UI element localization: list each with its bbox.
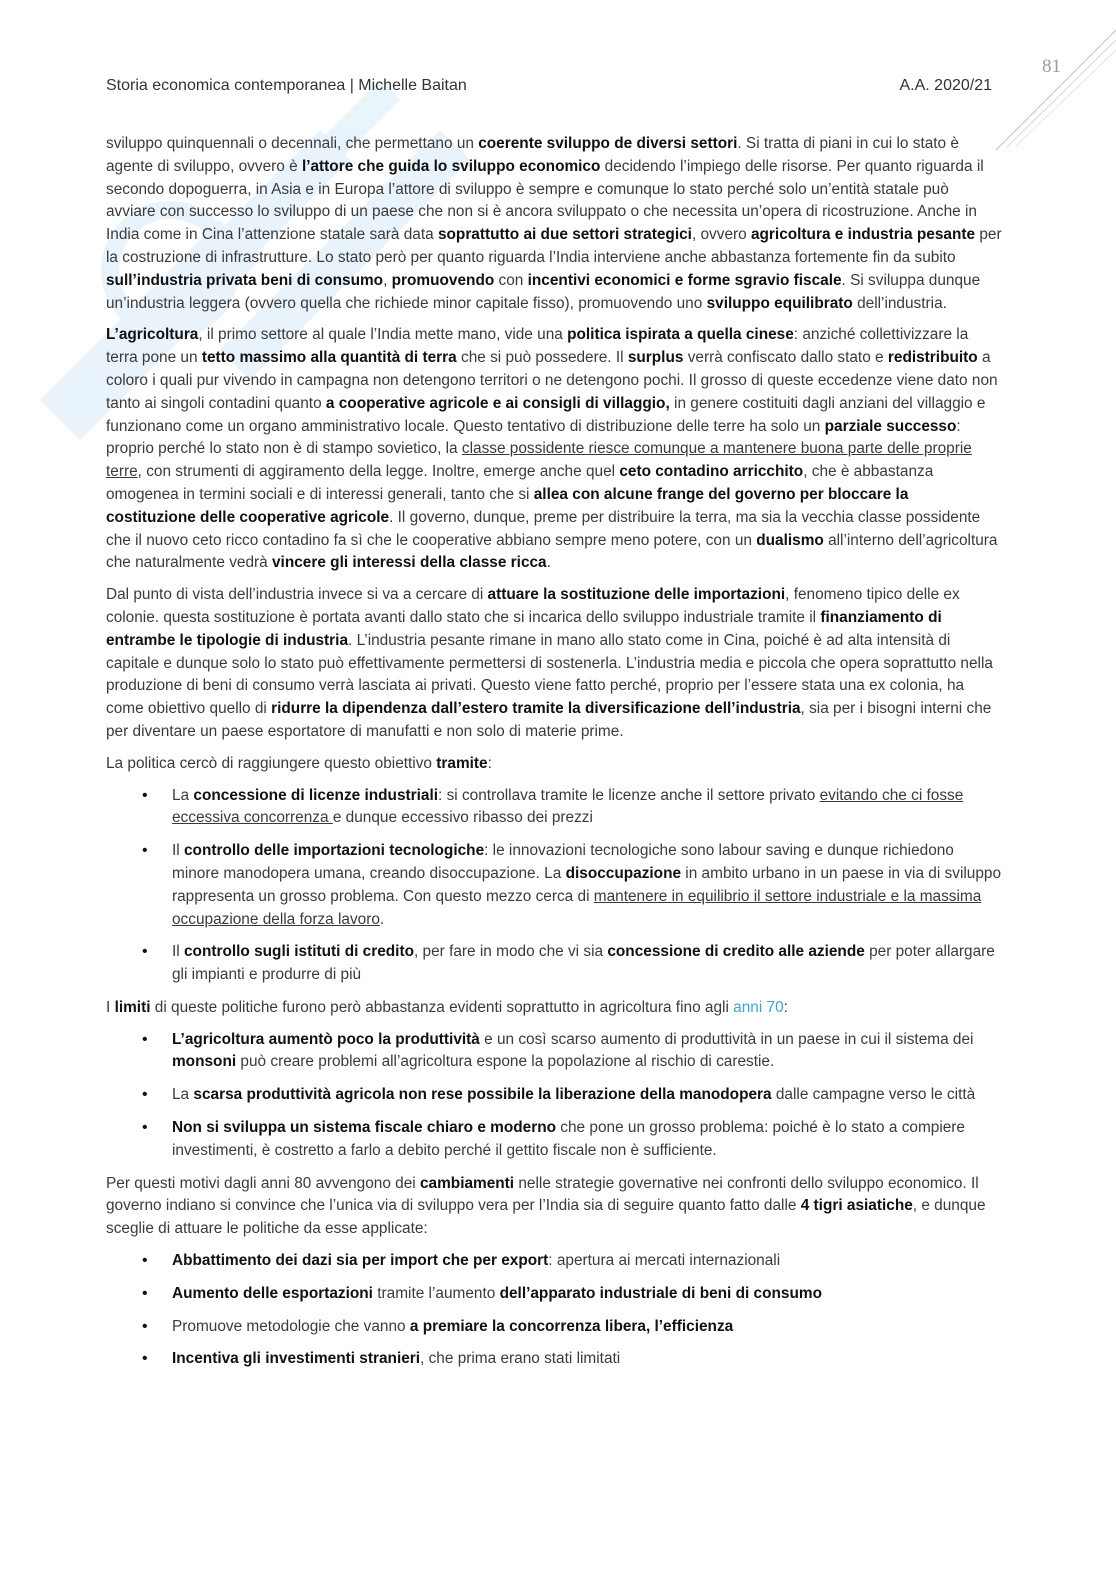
page-number: 81 bbox=[1042, 56, 1061, 77]
list-item: • Il controllo delle importazioni tecnologiche: le innovazioni tecnologiche sono labour saving e dunque richiedono minore manodopera umana, creando disoccupazione. La disoccupazione in ambito urbano in un paese in via di sviluppo rappresenta un grosso problema. Con questo mezzo cerca di mantenere in equilibrio il settore industriale e la massima occupazione della forza lavoro. bbox=[106, 840, 1002, 931]
paragraph-limits-intro: I limiti di queste politiche furono però abbastanza evidenti soprattutto in agricoltura fino agli anni 70: bbox=[106, 998, 788, 1016]
list-item: • Non si sviluppa un sistema fiscale chiaro e moderno che pone un grosso problema: poiché è lo stato a compiere investimenti, è costretto a farlo a debito perché il gettito fiscale non è sufficiente. bbox=[106, 1117, 1002, 1163]
paragraph-changes: Per questi motivi dagli anni 80 avvengono dei cambiamenti nelle strategie governative nei confronti dello sviluppo economico. Il governo indiano si convince che l’unica via di sviluppo vera per l’India sia di seguire quanto fatto dalle 4 tigri asiatiche, e dunque sceglie di attuare le politiche da esse applicate: bbox=[106, 1174, 986, 1238]
header-academic-year: A.A. 2020/21 bbox=[899, 77, 992, 94]
paragraph-industry: Dal punto di vista dell’industria invece si va a cercare di attuare la sostituzione delle importazioni, fenomeno tipico delle ex colonie. questa sostituzione è portata avanti dallo stato che si incarica dello sviluppo industriale tramite il finanziamento di entrambe le tipologie di industria. L’industria pesante rimane in mano allo stato come in Cina, poiché è ad alta intensità di capitale e dunque solo lo stato può effettivamente permettersi di sostenerla. L’industria media e piccola che opera soprattutto nella produzione di beni di consumo verrà lasciata ai privati. Questo viene fatto perché, proprio per l’essere stata una ex colonia, ha come obiettivo quello di ridurre la dipendenza dall’estero tramite la diversificazione dell’industria, sia per i bisogni interni che per diventare un paese esportatore di manufatti e non solo di materie prime. bbox=[106, 586, 993, 740]
paragraph-agriculture: L’agricoltura, il primo settore al quale l’India mette mano, vide una politica ispirata a quella cinese: anziché collettivizzare la terra pone un tetto massimo alla quantità di terra che si può possedere. Il surplus verrà confiscato dallo stato e redistribuito a coloro i quali pur vivendo in campagna non detengono territori o ne detengono pochi. Il grosso di queste eccedenze viene dato non tanto ai singoli contadini quanto a cooperative agricole e ai consigli di villaggio, in genere costituiti dagli anziani del villaggio e funzionano come un organo amministrativo locale. Questo tentativo di distribuzione delle terre ha solo un parziale successo: proprio perché lo stato non è di stampo sovietico, la classe possidente riesce comunque a mantenere buona parte delle proprie terre, con strumenti di aggiramento della legge. Inoltre, emerge anche quel ceto contadino arricchito, che è abbastanza omogenea in termini sociali e di interessi generali, tanto che si allea con alcune frange del governo per bloccare la costituzione delle cooperative agricole. Il governo, dunque, preme per distribuire la terra, ma sia la vecchia classe possidente che il nuovo ceto ricco contadino fa sì che le cooperative abbiano sempre meno potere, con un dualismo all’interno dell’agricoltura che naturalmente vedrà vincere gli interessi della classe ricca. bbox=[106, 326, 998, 572]
list-item: • Incentiva gli investimenti stranieri, che prima erano stati limitati bbox=[106, 1348, 1002, 1371]
list-item: • Abbattimento dei dazi sia per import che per export: apertura ai mercati internazionali bbox=[106, 1250, 1002, 1273]
list-item: • Il controllo sugli istituti di credito, per fare in modo che vi sia concessione di credito alle aziende per poter allargare gli impianti e produrre di più bbox=[106, 941, 1002, 987]
reforms-list bbox=[106, 1250, 1002, 1371]
list-item: • Promuove metodologie che vanno a premiare la concorrenza libera, l’efficienza bbox=[106, 1316, 1002, 1339]
link-anni-70[interactable]: anni 70 bbox=[733, 998, 784, 1016]
limits-list bbox=[106, 1029, 1002, 1163]
document-body bbox=[106, 133, 1002, 1381]
list-item: • L’agricoltura aumentò poco la produttività e un così scarso aumento di produttività in un paese in cui il sistema dei monsoni può creare problemi all’agricoltura espone la popolazione al rischio di carestie. bbox=[106, 1029, 1002, 1075]
list-item: • La concessione di licenze industriali: si controllava tramite le licenze anche il settore privato evitando che ci fosse eccessiva concorrenza e dunque eccessivo ribasso dei prezzi bbox=[106, 785, 1002, 831]
policy-list bbox=[106, 785, 1002, 987]
paragraph-state-planning: sviluppo quinquennali o decennali, che permettano un coerente sviluppo de diversi settori. Si tratta di piani in cui lo stato è agente di sviluppo, ovvero è l’attore che guida lo sviluppo economico decidendo l’impiego delle risorse. Per quanto riguarda il secondo dopoguerra, in Asia e in Europa l’attore di sviluppo è sempre e comunque lo stato perché solo un’entità statale può avviare con successo lo sviluppo di un paese che non si è ancora sviluppato o che necessita un’opera di ricostruzione. Anche in India come in Cina l’attenzione statale sarà data soprattutto ai due settori strategici, ovvero agricoltura e industria pesante per la costruzione di infrastrutture. Lo stato però per quanto riguarda l’India interviene anche abbastanza fortemente fin da subito sull’industria privata beni di consumo, promuovendo con incentivi economici e forme sgravio fiscale. Si sviluppa dunque un’industria leggera (ovvero quella che richiede minor capitale fisso), promuovendo uno sviluppo equilibrato dell’industria. bbox=[106, 135, 1002, 312]
paragraph-policy-intro: La politica cercò di raggiungere questo obiettivo tramite: bbox=[106, 754, 492, 772]
list-item: • Aumento delle esportazioni tramite l’aumento dell’apparato industriale di beni di consumo bbox=[106, 1283, 1002, 1306]
page-corner-decoration bbox=[996, 0, 1116, 160]
header-title: Storia economica contemporanea | Michelle Baitan bbox=[106, 77, 467, 94]
running-header bbox=[106, 77, 992, 95]
list-item: • La scarsa produttività agricola non rese possibile la liberazione della manodopera dalle campagne verso le città bbox=[106, 1084, 1002, 1107]
